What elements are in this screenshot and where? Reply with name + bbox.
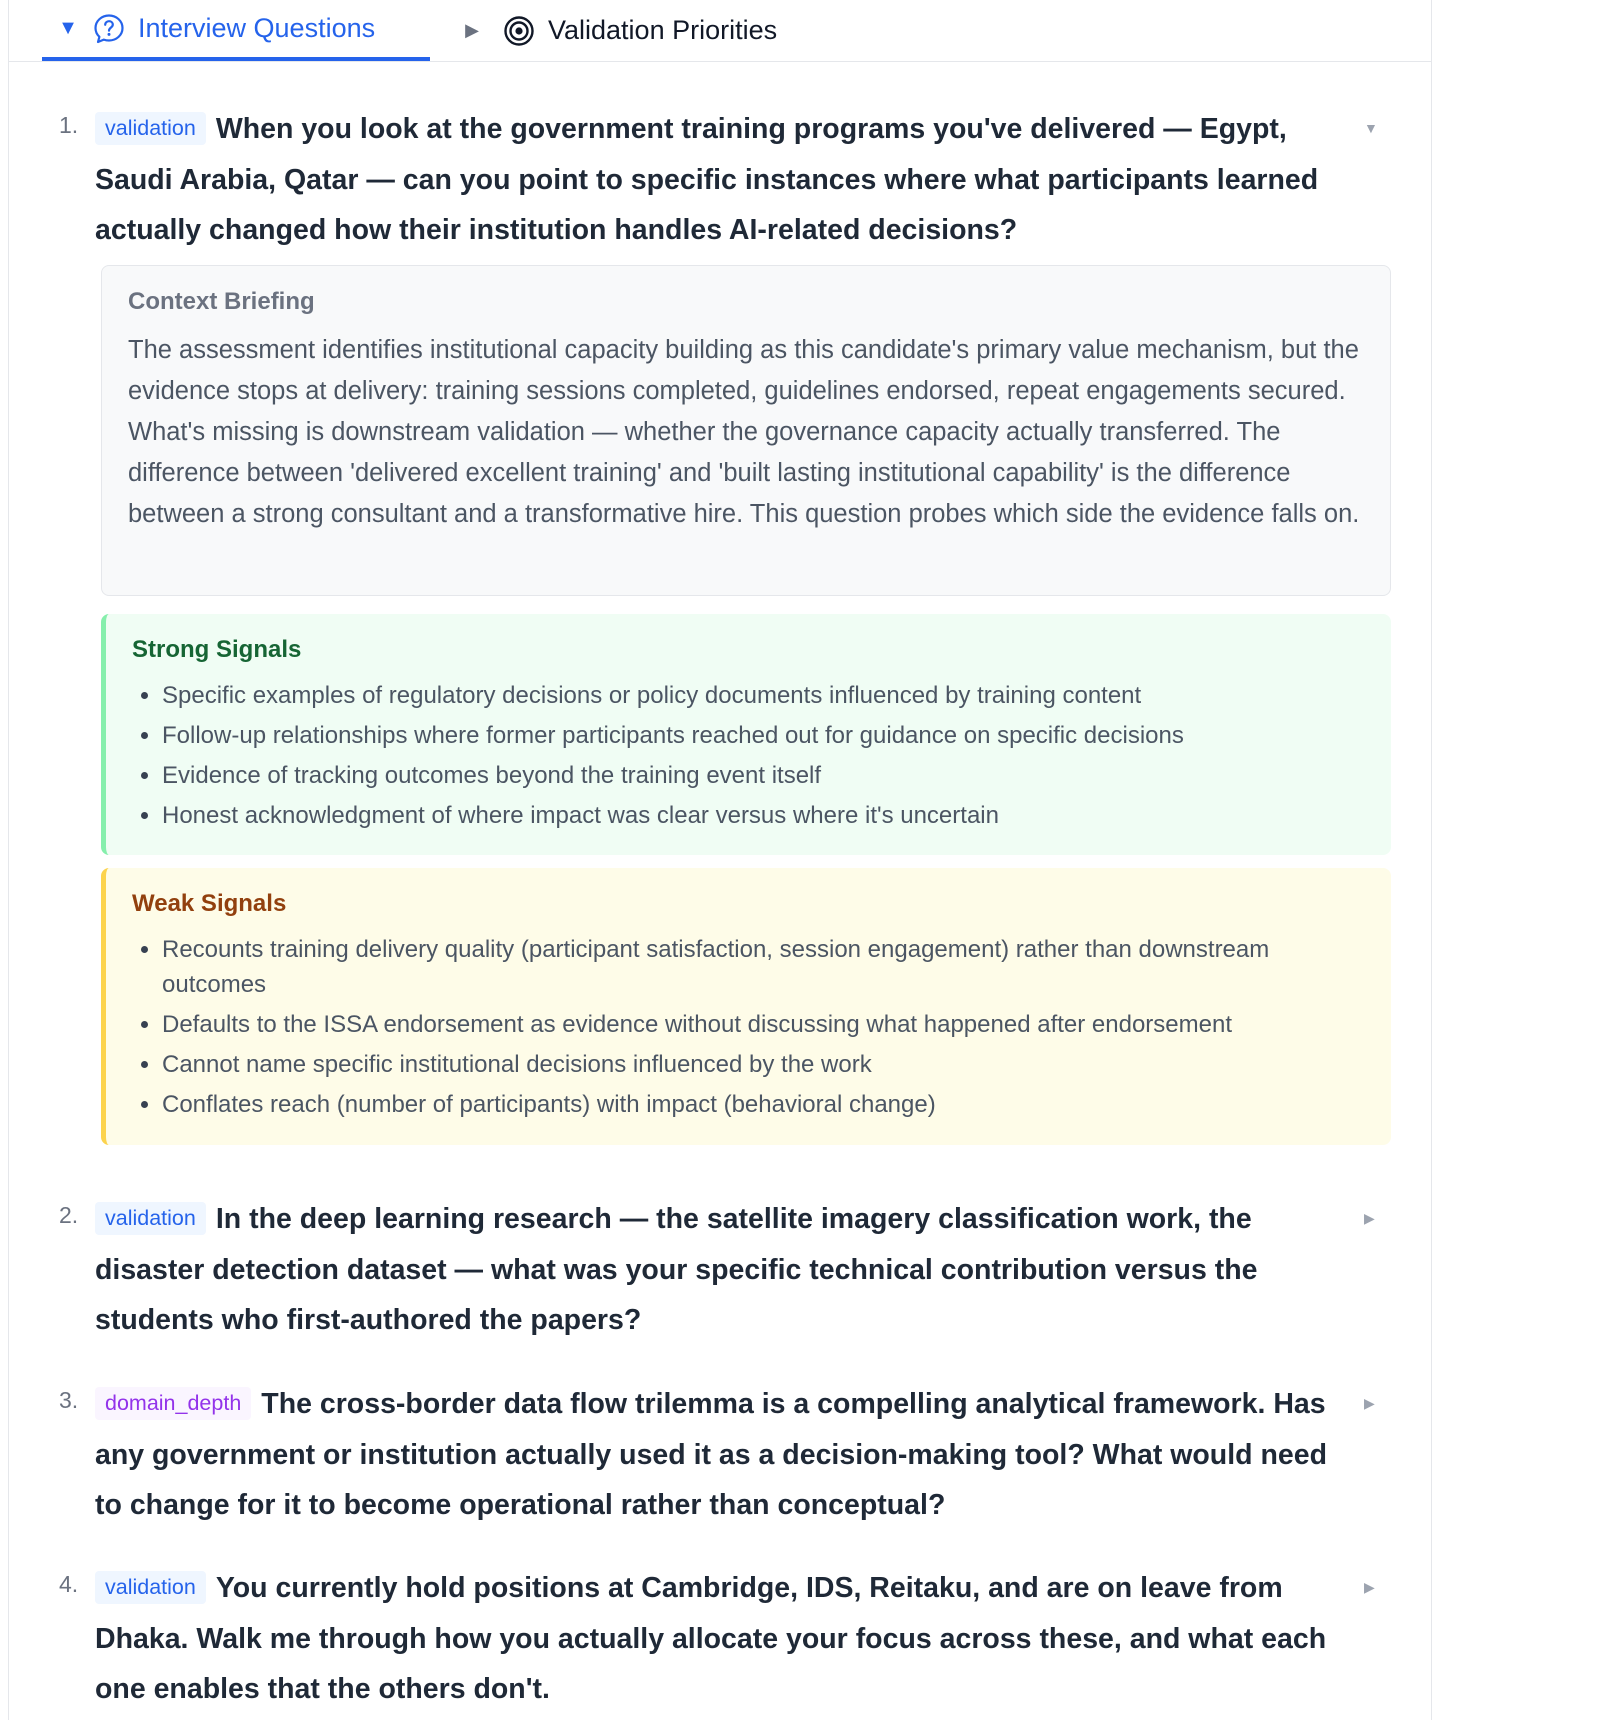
strong-signal-item: • Follow-up relationships where former participants reached out for guidance on specific decisions (162, 718, 1365, 753)
context-briefing (101, 265, 1391, 596)
question-circle-icon (92, 12, 126, 46)
question-text[interactable] (95, 1563, 1335, 1715)
expand-toggle-icon[interactable]: ▶ (1364, 1579, 1375, 1595)
strong-signal-item: • Specific examples of regulatory decisions or policy documents influenced by training content (162, 678, 1365, 713)
question-tag-badge: validation (95, 1202, 206, 1235)
strong-signals-list (132, 678, 1365, 833)
question-text[interactable] (95, 1194, 1335, 1346)
question-body: You currently hold positions at Cambridge, IDS, Reitaku, and are on leave from Dhaka. Walk me through how you actually allocate your focus across these, and what each one enables that the others don't. (95, 1572, 1327, 1705)
tab-interview-questions-label: Interview Questions (138, 13, 376, 43)
question-body: When you look at the government training programs you've delivered — Egypt, Saudi Arabia, Qatar — can you point to specific instances where what participants learned actually changed how their institution handles AI-related decisions? (95, 113, 1319, 246)
question-text[interactable] (95, 104, 1335, 256)
question-body: The cross-border data flow trilemma is a compelling analytical framework. Has any government or institution actually used it as a decision-making tool? What would need to change for it to become operational rather than conceptual? (95, 1388, 1327, 1521)
section-tabs (9, 0, 1431, 62)
tab-interview-questions[interactable] (42, 0, 430, 61)
question-number: 1. (59, 112, 79, 138)
strong-signals-box (101, 614, 1391, 855)
context-briefing-title: Context Briefing (128, 288, 315, 315)
context-briefing-text: The assessment identifies institutional capacity building as this candidate's primary value mechanism, but the evidence stops at delivery: training sessions completed, guidelines endorsed, repeat engagements secured. What's missing is downstream validation — whether the governance capacity actually transferred. The difference between 'delivered excellent training' and 'built lasting institutional capability' is the difference between a strong consultant and a transformative hire. This question probes which side the evidence falls on. (128, 336, 1360, 528)
question-tag-badge: domain_depth (95, 1387, 251, 1420)
strong-signal-item: • Evidence of tracking outcomes beyond the training event itself (162, 758, 1365, 793)
question-number: 2. (59, 1202, 79, 1228)
weak-signal-item: • Conflates reach (number of participants) with impact (behavioral change) (162, 1087, 1365, 1122)
weak-signals-box (101, 868, 1391, 1145)
tab-validation-priorities-label: Validation Priorities (548, 15, 778, 45)
question-number: 3. (59, 1387, 79, 1413)
caret-right-icon: ▶ (465, 20, 479, 40)
question-text[interactable] (95, 1379, 1335, 1531)
weak-signal-item: • Recounts training delivery quality (participant satisfaction, session engagement) rather than downstream outcomes (162, 932, 1365, 1002)
weak-signal-item: • Defaults to the ISSA endorsement as evidence without discussing what happened after endorsement (162, 1007, 1365, 1042)
question-tag-badge: validation (95, 1571, 206, 1604)
question-number: 4. (59, 1571, 79, 1597)
strong-signal-item: • Honest acknowledgment of where impact was clear versus where it's uncertain (162, 798, 1365, 833)
tab-validation-priorities[interactable] (456, 0, 856, 61)
weak-signals-title: Weak Signals (132, 890, 287, 917)
interview-panel (8, 0, 1432, 1720)
expand-toggle-icon[interactable]: ▶ (1364, 1395, 1375, 1411)
weak-signal-item: • Cannot name specific institutional decisions influenced by the work (162, 1047, 1365, 1082)
expand-toggle-icon[interactable]: ▶ (1364, 1210, 1375, 1226)
weak-signals-list (132, 932, 1365, 1122)
collapse-toggle-icon[interactable]: ▼ (1364, 120, 1378, 136)
caret-down-icon: ▼ (58, 17, 78, 39)
question-body: In the deep learning research — the satellite imagery classification work, the disaster detection dataset — what was your specific technical contribution versus the students who first-authored the papers? (95, 1203, 1258, 1336)
target-icon (502, 14, 536, 48)
question-tag-badge: validation (95, 112, 206, 145)
strong-signals-title: Strong Signals (132, 636, 302, 663)
